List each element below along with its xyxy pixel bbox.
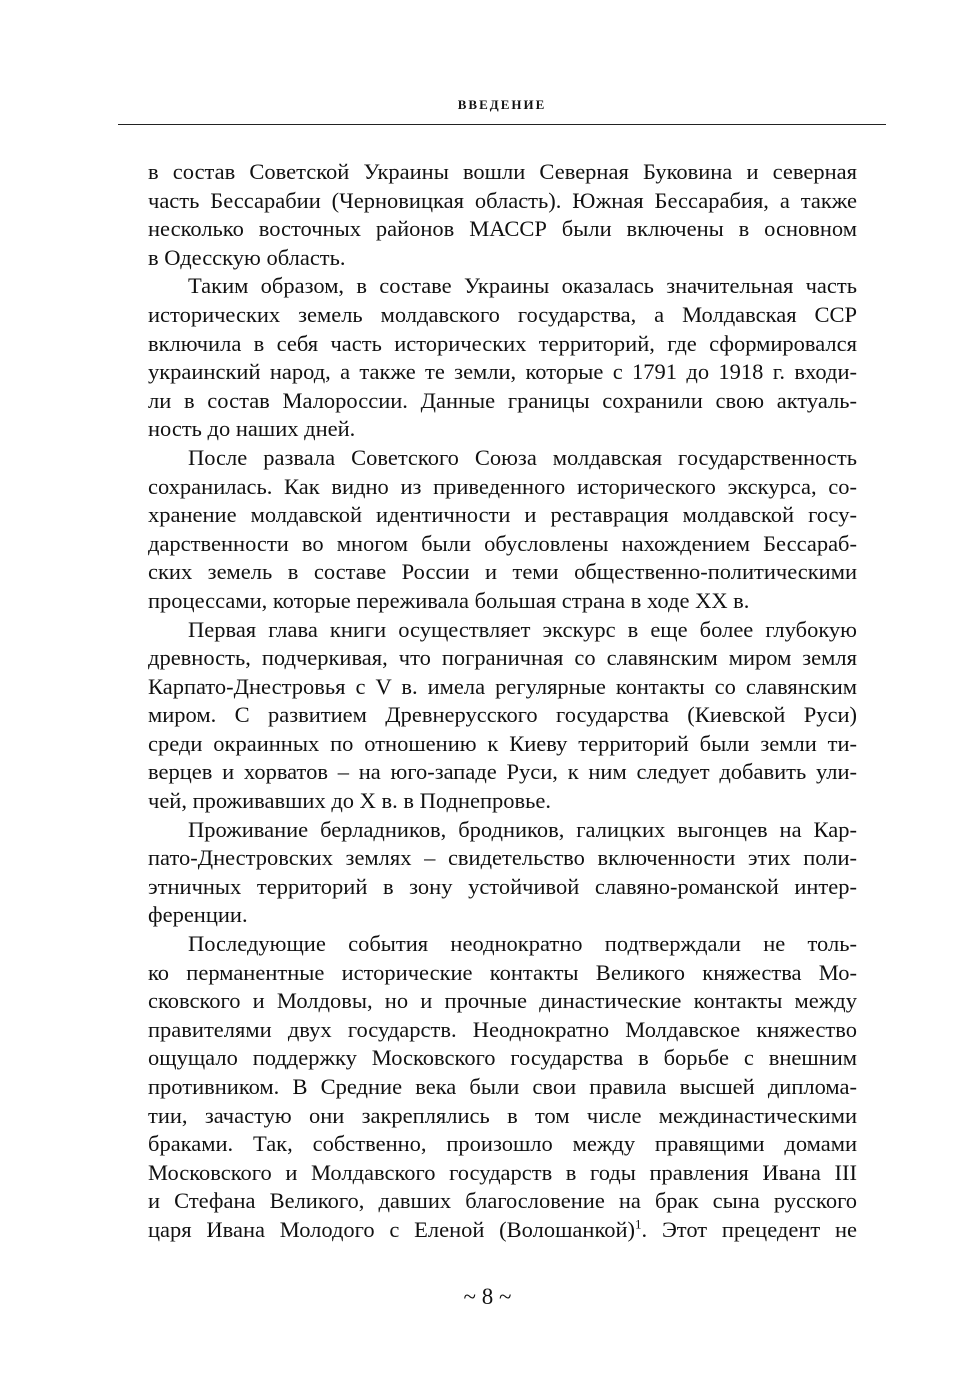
text-line: верцев и хорватов – на юго-западе Руси, к ним следует добавить ули-	[148, 759, 857, 785]
text-segment: царя Ивана Молодого с Еленой (Волошанкой)	[148, 1216, 636, 1242]
text-line: часть Бессарабии (Черновицкая область). Южная Бессарабия, а также	[148, 187, 857, 213]
text-line: пато-Днестровских землях – свидетельство включенности этих поли-	[148, 845, 857, 871]
text-line: украинский народ, а также те земли, которые с 1791 до 1918 г. входи-	[148, 359, 857, 385]
text-line: хранение молдавской идентичности и реставрация молдавской госу-	[148, 502, 857, 528]
text-line: несколько восточных районов МАССР были включены в основном	[148, 216, 857, 242]
text-line: браками. Так, собственно, произошло между правящими домами	[148, 1131, 857, 1157]
text-line: Московского и Молдавского государств в годы правления Ивана III	[148, 1159, 857, 1185]
text-line: ощущало поддержку Московского государства в борьбе с внешним	[148, 1045, 857, 1071]
text-line: Проживание берладников, бродников, галицких выгонцев на Кар-	[188, 816, 857, 842]
text-line: и Стефана Великого, давших благословение на брак сына русского	[148, 1188, 857, 1214]
header-rule	[118, 124, 886, 125]
text-line: тии, зачастую они закреплялись в том числе междинастическими	[148, 1102, 857, 1128]
text-line: древность, подчеркивая, что пограничная со славянским миром земля	[148, 645, 857, 671]
text-segment: . Этот прецедент не	[641, 1216, 857, 1242]
text-line: чей, проживавших до X в. в Поднепровье.	[148, 788, 552, 814]
text-line-with-footnote	[148, 1216, 857, 1245]
text-line: противником. В Средние века были свои правила высшей диплома-	[148, 1074, 857, 1099]
text-line: После развала Советского Союза молдавская государственность	[188, 444, 857, 470]
text-line: Таким образом, в составе Украины оказалась значительная часть	[188, 273, 857, 299]
text-line: в Одесскую область.	[148, 244, 346, 270]
text-line: дарственности во многом были обусловлены нахождением Бессараб-	[148, 530, 857, 556]
text-line: этничных территорий в зону устойчивой славяно-романской интер-	[148, 873, 857, 899]
text-line: процессами, которые переживала большая страна в ходе XX в.	[148, 587, 750, 613]
text-line: Последующие события неоднократно подтверждали не толь-	[188, 931, 857, 957]
text-line: ность до наших дней.	[148, 416, 356, 442]
text-line: сохранилась. Как видно из приведенного исторического экскурса, со-	[148, 473, 857, 499]
running-head: ВВЕДЕНИЕ	[457, 97, 547, 112]
text-line: ли в состав Малороссии. Данные границы сохранили свою актуаль-	[148, 387, 857, 413]
body-text	[148, 158, 857, 1245]
footnote-reference[interactable]: 1	[635, 1216, 642, 1232]
text-line: ко перманентные исторические контакты Великого княжества Мо-	[148, 959, 857, 985]
text-line: ференции.	[148, 902, 248, 928]
text-line: включила в себя часть исторических территорий, где сформировался	[148, 330, 857, 356]
text-line: правителями двух государств. Неоднократно Молдавское княжество	[148, 1016, 857, 1042]
text-line: Карпато-Днестровья с V в. имела регулярные контакты со славянским	[148, 673, 857, 699]
text-line: ских земель в составе России и теми общественно-политическими	[148, 559, 857, 585]
text-line: сковского и Молдовы, но и прочные династические контакты между	[148, 988, 857, 1014]
text-line: миром. С развитием Древнерусского государства (Киевской Руси)	[148, 702, 857, 728]
text-line: в состав Советской Украины вошли Северная Буковина и северная	[148, 159, 857, 184]
page-number: ~ 8 ~	[463, 1284, 512, 1309]
text-line: среди окраинных по отношению к Киеву территорий были земли ти-	[148, 730, 857, 756]
text-line: Первая глава книги осуществляет экскурс в еще более глубокую	[188, 616, 857, 642]
text-line: исторических земель молдавского государства, а Молдавская ССР	[148, 301, 857, 327]
